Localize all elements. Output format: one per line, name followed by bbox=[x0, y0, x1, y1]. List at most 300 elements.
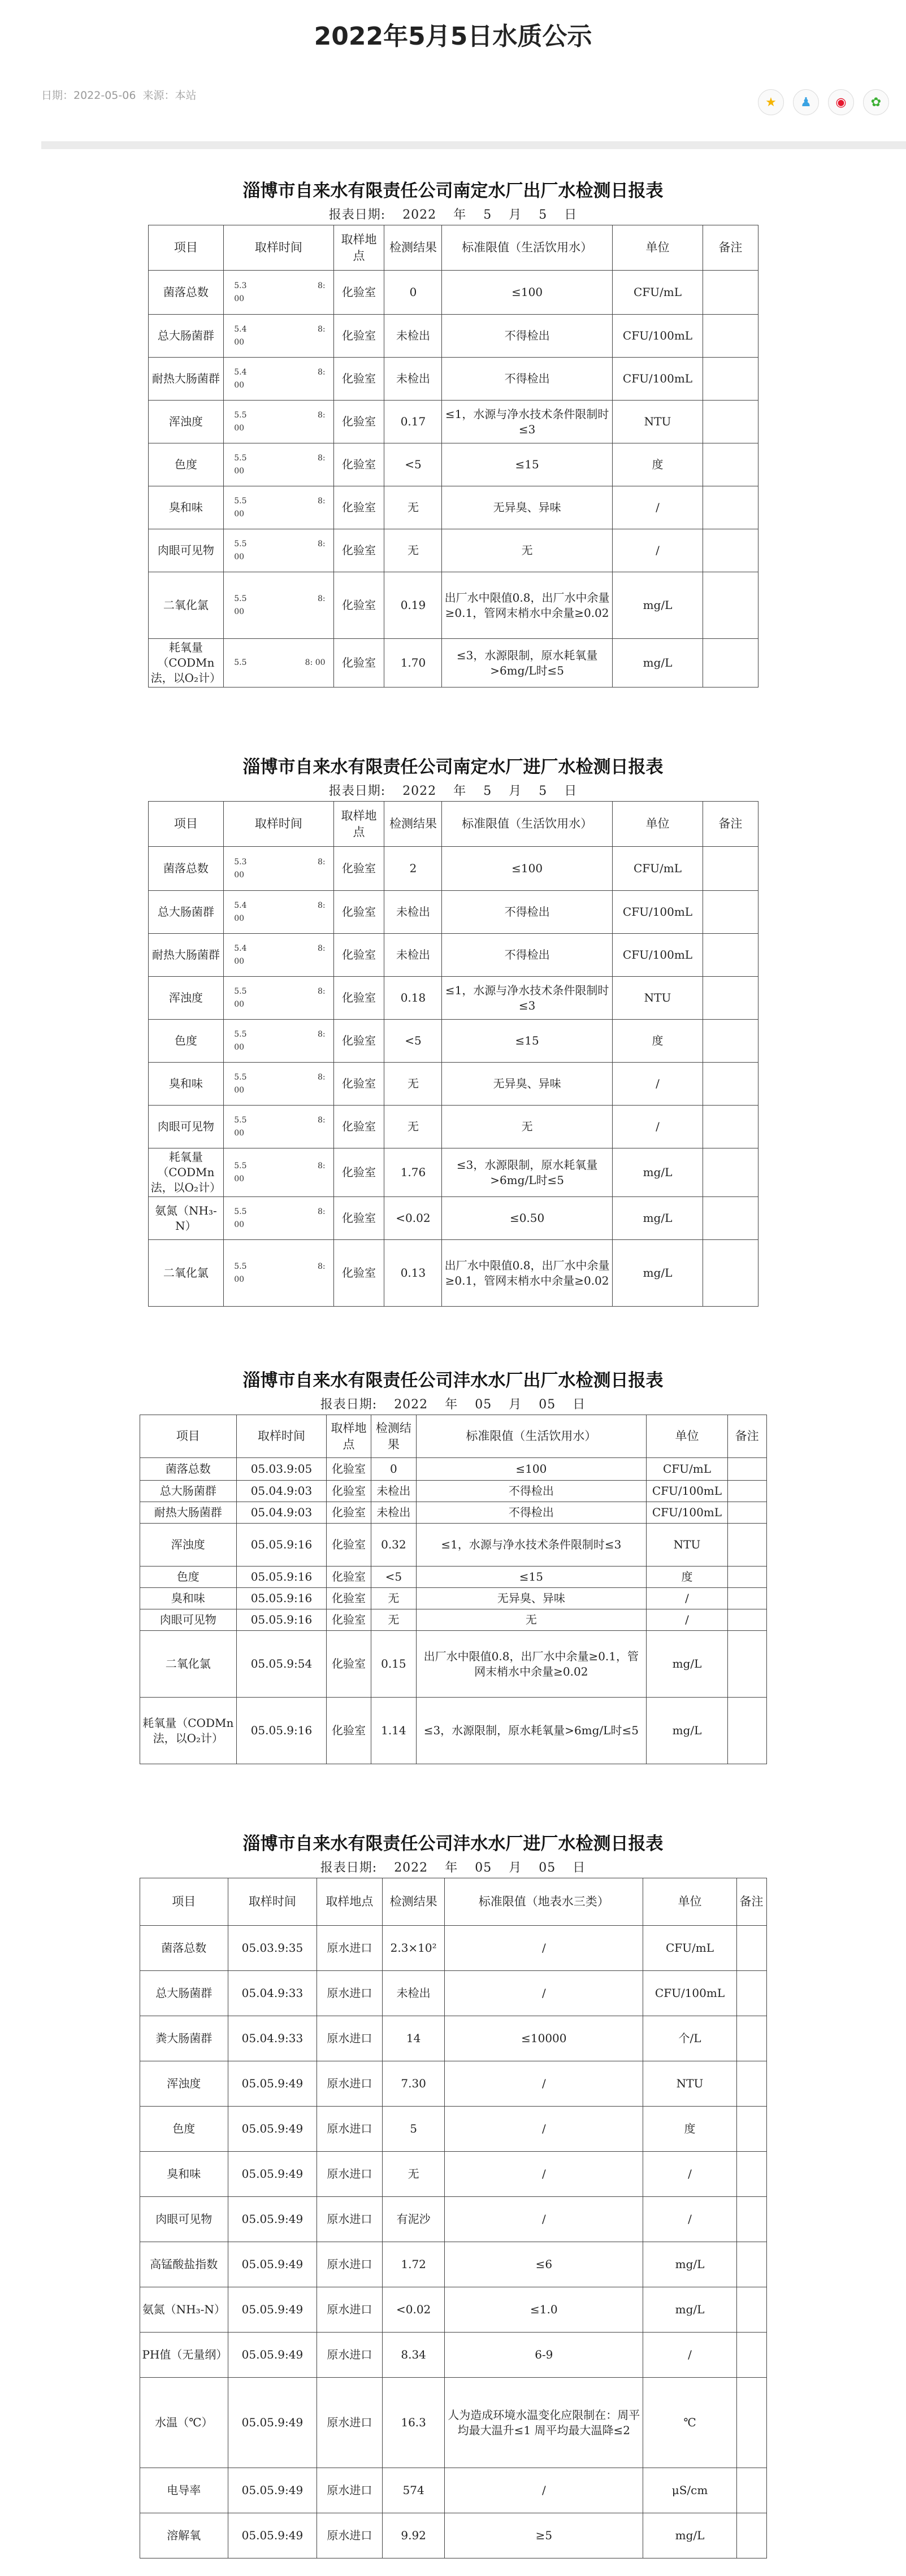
limit-cell: 不得检出 bbox=[416, 1502, 647, 1524]
sample-date: 5.3 bbox=[234, 281, 247, 291]
column-header: 检测结果 bbox=[384, 802, 442, 847]
share-bar bbox=[758, 89, 889, 115]
column-header: 取样地点 bbox=[317, 1878, 382, 1926]
table-row bbox=[140, 2468, 766, 2513]
note-cell bbox=[736, 2242, 766, 2287]
table-row bbox=[140, 2107, 766, 2152]
column-header: 项目 bbox=[140, 1415, 237, 1458]
note-cell bbox=[703, 1197, 758, 1240]
sample-place-cell: 化验室 bbox=[333, 529, 384, 572]
limit-cell: 无 bbox=[442, 1106, 612, 1148]
column-header: 单位 bbox=[612, 802, 703, 847]
sample-date: 5.5 bbox=[234, 1262, 247, 1272]
sample-time-cell: 05.04.9:33 bbox=[228, 1971, 317, 2016]
sample-place-cell: 原水进口 bbox=[317, 2197, 382, 2242]
sample-time-cell: 05.05.9:49 bbox=[228, 2287, 317, 2333]
note-cell bbox=[703, 358, 758, 401]
item-cell: 臭和味 bbox=[140, 1588, 237, 1609]
sample-minute: 00 bbox=[234, 1174, 245, 1183]
sample-place-cell: 化验室 bbox=[333, 358, 384, 401]
item-cell: 浑浊度 bbox=[140, 2061, 228, 2107]
item-cell: 肉眼可见物 bbox=[148, 1106, 224, 1148]
item-cell: 肉眼可见物 bbox=[140, 2197, 228, 2242]
sample-place-cell: 原水进口 bbox=[317, 2333, 382, 2378]
unit-cell: / bbox=[647, 1609, 728, 1631]
sample-hour: 8: bbox=[317, 1030, 326, 1039]
column-header: 取样时间 bbox=[224, 225, 333, 271]
article-meta bbox=[41, 87, 200, 102]
sample-place-cell: 原水进口 bbox=[317, 2107, 382, 2152]
sample-time-cell: 05.05.9:16 bbox=[237, 1588, 327, 1609]
column-header: 标准限值（地表水三类） bbox=[445, 1878, 643, 1926]
result-cell: 无 bbox=[384, 529, 442, 572]
sample-hour: 8: bbox=[317, 1207, 326, 1217]
sample-time-cell: 05.05.9:49 bbox=[228, 2468, 317, 2513]
table-row bbox=[140, 1502, 766, 1524]
result-cell: <5 bbox=[384, 1020, 442, 1063]
note-cell bbox=[736, 2333, 766, 2378]
note-cell bbox=[727, 1524, 766, 1567]
sample-place-cell: 原水进口 bbox=[317, 2378, 382, 2468]
report-table bbox=[148, 801, 758, 1307]
result-cell: 1.70 bbox=[384, 639, 442, 687]
table-row bbox=[140, 2378, 766, 2468]
item-cell: 溶解氧 bbox=[140, 2513, 228, 2558]
table-row bbox=[148, 486, 758, 529]
column-header: 取样地点 bbox=[333, 225, 384, 271]
sample-place-cell: 化验室 bbox=[333, 1148, 384, 1197]
result-cell: 7.30 bbox=[383, 2061, 445, 2107]
note-cell bbox=[736, 2513, 766, 2558]
column-header: 标准限值（生活饮用水） bbox=[442, 802, 612, 847]
unit-cell: NTU bbox=[643, 2061, 736, 2107]
sample-hour: 8: bbox=[317, 1116, 326, 1125]
sample-time-cell: 05.05.9:49 bbox=[228, 2197, 317, 2242]
sample-time-cell: 05.05.9:49 bbox=[228, 2152, 317, 2197]
column-header: 标准限值（生活饮用水） bbox=[442, 225, 612, 271]
result-cell: 未检出 bbox=[384, 358, 442, 401]
result-cell: 0.13 bbox=[384, 1240, 442, 1307]
sample-minute: 00 bbox=[234, 509, 245, 519]
column-header: 单位 bbox=[647, 1415, 728, 1458]
note-cell bbox=[703, 443, 758, 486]
limit-cell: 无异臭、异味 bbox=[442, 1063, 612, 1106]
table-row bbox=[148, 315, 758, 358]
unit-cell: NTU bbox=[612, 401, 703, 443]
table-header-row bbox=[148, 802, 758, 847]
note-cell bbox=[703, 934, 758, 977]
note-cell bbox=[736, 2378, 766, 2468]
sample-minute: 00 bbox=[234, 1128, 245, 1138]
item-cell: 菌落总数 bbox=[148, 271, 224, 315]
limit-cell: ≥5 bbox=[445, 2513, 643, 2558]
result-cell: 无 bbox=[371, 1588, 416, 1609]
limit-cell: 不得检出 bbox=[442, 891, 612, 934]
qzone-share-button[interactable] bbox=[758, 89, 784, 115]
sample-time-cell: 05.04.9:03 bbox=[237, 1502, 327, 1524]
sample-time-cell bbox=[224, 847, 333, 891]
item-cell: 耐热大肠菌群 bbox=[148, 934, 224, 977]
limit-cell: ≤1，水源与净水技术条件限制时≤3 bbox=[416, 1524, 647, 1567]
limit-cell: ≤1，水源与净水技术条件限制时≤3 bbox=[442, 977, 612, 1020]
unit-cell: mg/L bbox=[612, 1148, 703, 1197]
table-row bbox=[140, 2287, 766, 2333]
sample-place-cell: 化验室 bbox=[333, 977, 384, 1020]
unit-cell: CFU/100mL bbox=[647, 1502, 728, 1524]
sample-hour: 8: bbox=[317, 497, 326, 506]
weibo-share-button[interactable] bbox=[828, 89, 854, 115]
note-cell bbox=[736, 2197, 766, 2242]
sample-minute: 00 bbox=[234, 956, 245, 966]
unit-cell: 度 bbox=[612, 443, 703, 486]
item-cell: 耗氧量（CODMn法，以O₂计） bbox=[140, 1698, 237, 1764]
table-row bbox=[148, 1197, 758, 1240]
column-header: 取样时间 bbox=[237, 1415, 327, 1458]
sample-place-cell: 化验室 bbox=[333, 1240, 384, 1307]
limit-cell: / bbox=[445, 1971, 643, 2016]
sample-time-cell: 05.05.9:49 bbox=[228, 2107, 317, 2152]
result-cell: <5 bbox=[371, 1567, 416, 1588]
note-cell bbox=[727, 1481, 766, 1502]
sample-time-cell bbox=[224, 443, 333, 486]
limit-cell: 人为造成环境水温变化应限制在：周平均最大温升≤1 周平均最大温降≤2 bbox=[445, 2378, 643, 2468]
limit-cell: ≤10000 bbox=[445, 2016, 643, 2061]
note-cell bbox=[703, 639, 758, 687]
sample-minute: 00 bbox=[234, 607, 245, 616]
sample-place-cell: 原水进口 bbox=[317, 1926, 382, 1971]
item-cell: 色度 bbox=[148, 1020, 224, 1063]
sample-place-cell: 化验室 bbox=[326, 1458, 371, 1481]
unit-cell: 度 bbox=[647, 1567, 728, 1588]
qq-share-icon: ♟ bbox=[800, 95, 812, 110]
column-header: 取样时间 bbox=[228, 1878, 317, 1926]
sample-place-cell: 化验室 bbox=[326, 1502, 371, 1524]
limit-cell: ≤15 bbox=[442, 1020, 612, 1063]
report-date: 报表日期: 2022 年 05 月 05 日 bbox=[320, 1861, 586, 1875]
sample-date: 5.5 bbox=[234, 1207, 247, 1217]
item-cell: 总大肠菌群 bbox=[148, 891, 224, 934]
sample-place-cell: 化验室 bbox=[333, 847, 384, 891]
sample-place-cell: 原水进口 bbox=[317, 2468, 382, 2513]
result-cell: 5 bbox=[383, 2107, 445, 2152]
sample-minute: 00 bbox=[234, 1220, 245, 1229]
column-header: 取样地点 bbox=[333, 802, 384, 847]
sample-time-cell bbox=[224, 486, 333, 529]
column-header: 取样时间 bbox=[224, 802, 333, 847]
table-row bbox=[148, 1063, 758, 1106]
sample-place-cell: 原水进口 bbox=[317, 2061, 382, 2107]
note-cell bbox=[703, 486, 758, 529]
item-cell: 总大肠菌群 bbox=[148, 315, 224, 358]
sample-place-cell: 化验室 bbox=[333, 1197, 384, 1240]
table-row bbox=[140, 1524, 766, 1567]
report-date: 报表日期: 2022 年 5 月 5 日 bbox=[328, 208, 578, 222]
note-cell bbox=[736, 2287, 766, 2333]
unit-cell: CFU/mL bbox=[643, 1926, 736, 1971]
table-row bbox=[140, 2333, 766, 2378]
report-title: 淄博市自来水有限责任公司南定水厂进厂水检测日报表 bbox=[242, 757, 664, 777]
sample-time-cell bbox=[224, 977, 333, 1020]
result-cell: 未检出 bbox=[371, 1502, 416, 1524]
result-cell: 0.32 bbox=[371, 1524, 416, 1567]
item-cell: PH值（无量纲） bbox=[140, 2333, 228, 2378]
result-cell: 未检出 bbox=[384, 315, 442, 358]
column-header: 备注 bbox=[703, 802, 758, 847]
item-cell: 浑浊度 bbox=[148, 401, 224, 443]
sample-date: 5.5 bbox=[234, 497, 247, 506]
table-row bbox=[148, 401, 758, 443]
table-row bbox=[140, 2152, 766, 2197]
unit-cell: / bbox=[612, 486, 703, 529]
item-cell: 臭和味 bbox=[148, 1063, 224, 1106]
item-cell: 菌落总数 bbox=[148, 847, 224, 891]
table-row bbox=[140, 1631, 766, 1698]
sample-date: 5.5 bbox=[234, 411, 247, 420]
note-cell bbox=[703, 315, 758, 358]
unit-cell: / bbox=[643, 2197, 736, 2242]
sample-time-cell: 05.05.9:16 bbox=[237, 1609, 327, 1631]
limit-cell: ≤3，水源限制，原水耗氧量>6mg/L时≤5 bbox=[442, 1148, 612, 1197]
limit-cell: 出厂水中限值0.8，出厂水中余量≥0.1，管网末梢水中余量≥0.02 bbox=[442, 1240, 612, 1307]
unit-cell: CFU/100mL bbox=[647, 1481, 728, 1502]
item-cell: 臭和味 bbox=[140, 2152, 228, 2197]
sample-minute: 00 bbox=[234, 1085, 245, 1095]
unit-cell: CFU/100mL bbox=[612, 315, 703, 358]
result-cell: 0 bbox=[371, 1458, 416, 1481]
table-row bbox=[148, 358, 758, 401]
sample-place-cell: 化验室 bbox=[333, 486, 384, 529]
sample-date: 5.5 bbox=[234, 539, 247, 549]
note-cell bbox=[703, 1106, 758, 1148]
unit-cell: mg/L bbox=[612, 1240, 703, 1307]
result-cell: <5 bbox=[384, 443, 442, 486]
unit-cell: mg/L bbox=[647, 1631, 728, 1698]
unit-cell: / bbox=[612, 1063, 703, 1106]
sample-time-cell: 05.05.9:16 bbox=[237, 1524, 327, 1567]
sample-date: 5.5 bbox=[234, 658, 247, 668]
sample-minute: 00 bbox=[234, 913, 245, 923]
unit-cell: mg/L bbox=[643, 2513, 736, 2558]
limit-cell: ≤0.50 bbox=[442, 1197, 612, 1240]
sample-time-cell bbox=[224, 1197, 333, 1240]
sample-hour: 8: bbox=[317, 411, 326, 420]
sample-minute: 00 bbox=[234, 1042, 245, 1052]
unit-cell: mg/L bbox=[612, 1197, 703, 1240]
sample-time-cell: 05.05.9:16 bbox=[237, 1567, 327, 1588]
report-table bbox=[148, 225, 758, 687]
unit-cell: CFU/100mL bbox=[612, 358, 703, 401]
sample-time-cell bbox=[224, 934, 333, 977]
result-cell: 2.3×10² bbox=[383, 1926, 445, 1971]
sample-time-cell: 05.04.9:33 bbox=[228, 2016, 317, 2061]
table-row bbox=[140, 1458, 766, 1481]
result-cell: 14 bbox=[383, 2016, 445, 2061]
limit-cell: 不得检出 bbox=[442, 315, 612, 358]
limit-cell: 出厂水中限值0.8，出厂水中余量≥0.1，管网末梢水中余量≥0.02 bbox=[416, 1631, 647, 1698]
sample-time-cell bbox=[224, 1063, 333, 1106]
sample-hour: 8: bbox=[317, 594, 326, 604]
note-cell bbox=[736, 2061, 766, 2107]
note-cell bbox=[703, 271, 758, 315]
report-date: 报表日期: 2022 年 5 月 5 日 bbox=[328, 784, 578, 798]
note-cell bbox=[736, 2152, 766, 2197]
column-header: 备注 bbox=[703, 225, 758, 271]
sample-minute: 00 bbox=[234, 337, 245, 347]
wechat-share-icon: ✿ bbox=[870, 95, 882, 110]
result-cell: 未检出 bbox=[384, 891, 442, 934]
sample-hour: 8: bbox=[317, 1161, 326, 1171]
note-cell bbox=[727, 1502, 766, 1524]
table-row bbox=[140, 2242, 766, 2287]
limit-cell: ≤3，水源限制，原水耗氧量>6mg/L时≤5 bbox=[416, 1698, 647, 1764]
limit-cell: / bbox=[445, 2061, 643, 2107]
note-cell bbox=[703, 891, 758, 934]
qq-share-button[interactable] bbox=[793, 89, 819, 115]
result-cell: 0.18 bbox=[384, 977, 442, 1020]
sample-date: 5.5 bbox=[234, 1161, 247, 1171]
sample-minute: 00 bbox=[234, 466, 245, 476]
sample-place-cell: 原水进口 bbox=[317, 2287, 382, 2333]
report-section bbox=[0, 752, 906, 1307]
sample-time-cell bbox=[224, 401, 333, 443]
table-row bbox=[148, 977, 758, 1020]
unit-cell: CFU/mL bbox=[647, 1458, 728, 1481]
sample-hour: 8: bbox=[317, 368, 326, 377]
column-header: 备注 bbox=[736, 1878, 766, 1926]
sample-time-cell bbox=[224, 1020, 333, 1063]
limit-cell: / bbox=[445, 1926, 643, 1971]
sample-minute: 00 bbox=[234, 423, 245, 433]
unit-cell: ℃ bbox=[643, 2378, 736, 2468]
sample-time-cell bbox=[224, 529, 333, 572]
unit-cell: CFU/100mL bbox=[643, 1971, 736, 2016]
table-row bbox=[148, 1240, 758, 1307]
sample-date: 5.4 bbox=[234, 944, 247, 954]
column-header: 检测结果 bbox=[371, 1415, 416, 1458]
sample-time-cell: 05.05.9:49 bbox=[228, 2378, 317, 2468]
item-cell: 色度 bbox=[140, 1567, 237, 1588]
table-row bbox=[148, 271, 758, 315]
item-cell: 肉眼可见物 bbox=[140, 1609, 237, 1631]
column-header: 项目 bbox=[148, 225, 224, 271]
result-cell: <0.02 bbox=[384, 1197, 442, 1240]
report-title: 淄博市自来水有限责任公司沣水水厂出厂水检测日报表 bbox=[242, 1370, 664, 1391]
sample-date: 5.5 bbox=[234, 594, 247, 604]
note-cell bbox=[727, 1609, 766, 1631]
weibo-share-icon: ◉ bbox=[835, 95, 847, 110]
result-cell: 0.17 bbox=[384, 401, 442, 443]
unit-cell: / bbox=[612, 1106, 703, 1148]
sample-minute: 00 bbox=[234, 870, 245, 880]
sample-time-cell: 05.05.9:54 bbox=[237, 1631, 327, 1698]
result-cell: 16.3 bbox=[383, 2378, 445, 2468]
sample-time-cell bbox=[224, 271, 333, 315]
note-cell bbox=[727, 1588, 766, 1609]
sample-place-cell: 原水进口 bbox=[317, 2152, 382, 2197]
sample-hour: 8: bbox=[317, 1073, 326, 1082]
sample-minute: 00 bbox=[234, 552, 245, 562]
result-cell: 1.76 bbox=[384, 1148, 442, 1197]
sample-date: 5.5 bbox=[234, 1073, 247, 1082]
unit-cell: / bbox=[643, 2152, 736, 2197]
table-row bbox=[148, 891, 758, 934]
item-cell: 二氧化氯 bbox=[148, 1240, 224, 1307]
sample-minute: 00 bbox=[234, 294, 245, 303]
sample-hour: 8: 00 bbox=[305, 658, 326, 668]
sample-place-cell: 原水进口 bbox=[317, 2016, 382, 2061]
result-cell: 有泥沙 bbox=[383, 2197, 445, 2242]
table-row bbox=[140, 1971, 766, 2016]
table-row bbox=[140, 2061, 766, 2107]
sample-place-cell: 化验室 bbox=[333, 572, 384, 639]
sample-date: 5.5 bbox=[234, 1116, 247, 1125]
table-row bbox=[148, 934, 758, 977]
limit-cell: 无异臭、异味 bbox=[442, 486, 612, 529]
note-cell bbox=[736, 2468, 766, 2513]
item-cell: 臭和味 bbox=[148, 486, 224, 529]
table-row bbox=[148, 1106, 758, 1148]
sample-place-cell: 化验室 bbox=[326, 1631, 371, 1698]
limit-cell: 不得检出 bbox=[442, 358, 612, 401]
sample-minute: 00 bbox=[234, 380, 245, 390]
limit-cell: ≤3，水源限制，原水耗氧量>6mg/L时≤5 bbox=[442, 639, 612, 687]
unit-cell: / bbox=[643, 2333, 736, 2378]
sample-date: 5.3 bbox=[234, 858, 247, 867]
sample-place-cell: 化验室 bbox=[326, 1481, 371, 1502]
item-cell: 氨氮（NH₃-N） bbox=[140, 2287, 228, 2333]
table-row bbox=[140, 1926, 766, 1971]
sample-time-cell bbox=[224, 891, 333, 934]
limit-cell: / bbox=[445, 2197, 643, 2242]
article-source: 来源：本站 bbox=[142, 89, 197, 102]
unit-cell: / bbox=[647, 1588, 728, 1609]
limit-cell: ≤100 bbox=[442, 847, 612, 891]
sample-place-cell: 原水进口 bbox=[317, 2242, 382, 2287]
item-cell: 水温（℃） bbox=[140, 2378, 228, 2468]
note-cell bbox=[727, 1567, 766, 1588]
report-title: 淄博市自来水有限责任公司沣水水厂进厂水检测日报表 bbox=[242, 1834, 664, 1854]
result-cell: 1.14 bbox=[371, 1698, 416, 1764]
limit-cell: / bbox=[445, 2152, 643, 2197]
unit-cell: CFU/100mL bbox=[612, 934, 703, 977]
sample-place-cell: 化验室 bbox=[333, 1106, 384, 1148]
result-cell: 0.15 bbox=[371, 1631, 416, 1698]
wechat-share-button[interactable] bbox=[863, 89, 889, 115]
limit-cell: 无 bbox=[442, 529, 612, 572]
result-cell: 无 bbox=[384, 486, 442, 529]
table-row bbox=[140, 2197, 766, 2242]
sample-place-cell: 化验室 bbox=[333, 934, 384, 977]
limit-cell: / bbox=[445, 2468, 643, 2513]
result-cell: 未检出 bbox=[371, 1481, 416, 1502]
column-header: 检测结果 bbox=[383, 1878, 445, 1926]
sample-time-cell: 05.04.9:03 bbox=[237, 1481, 327, 1502]
table-row bbox=[148, 529, 758, 572]
item-cell: 浑浊度 bbox=[140, 1524, 237, 1567]
table-row bbox=[140, 1481, 766, 1502]
report-date: 报表日期: 2022 年 05 月 05 日 bbox=[320, 1398, 586, 1412]
unit-cell: mg/L bbox=[612, 572, 703, 639]
note-cell bbox=[736, 2107, 766, 2152]
unit-cell: 个/L bbox=[643, 2016, 736, 2061]
table-row bbox=[140, 2016, 766, 2061]
sample-place-cell: 化验室 bbox=[333, 315, 384, 358]
result-cell: 无 bbox=[383, 2152, 445, 2197]
limit-cell: 无异臭、异味 bbox=[416, 1588, 647, 1609]
table-row bbox=[140, 1588, 766, 1609]
sample-hour: 8: bbox=[317, 858, 326, 867]
result-cell: <0.02 bbox=[383, 2287, 445, 2333]
